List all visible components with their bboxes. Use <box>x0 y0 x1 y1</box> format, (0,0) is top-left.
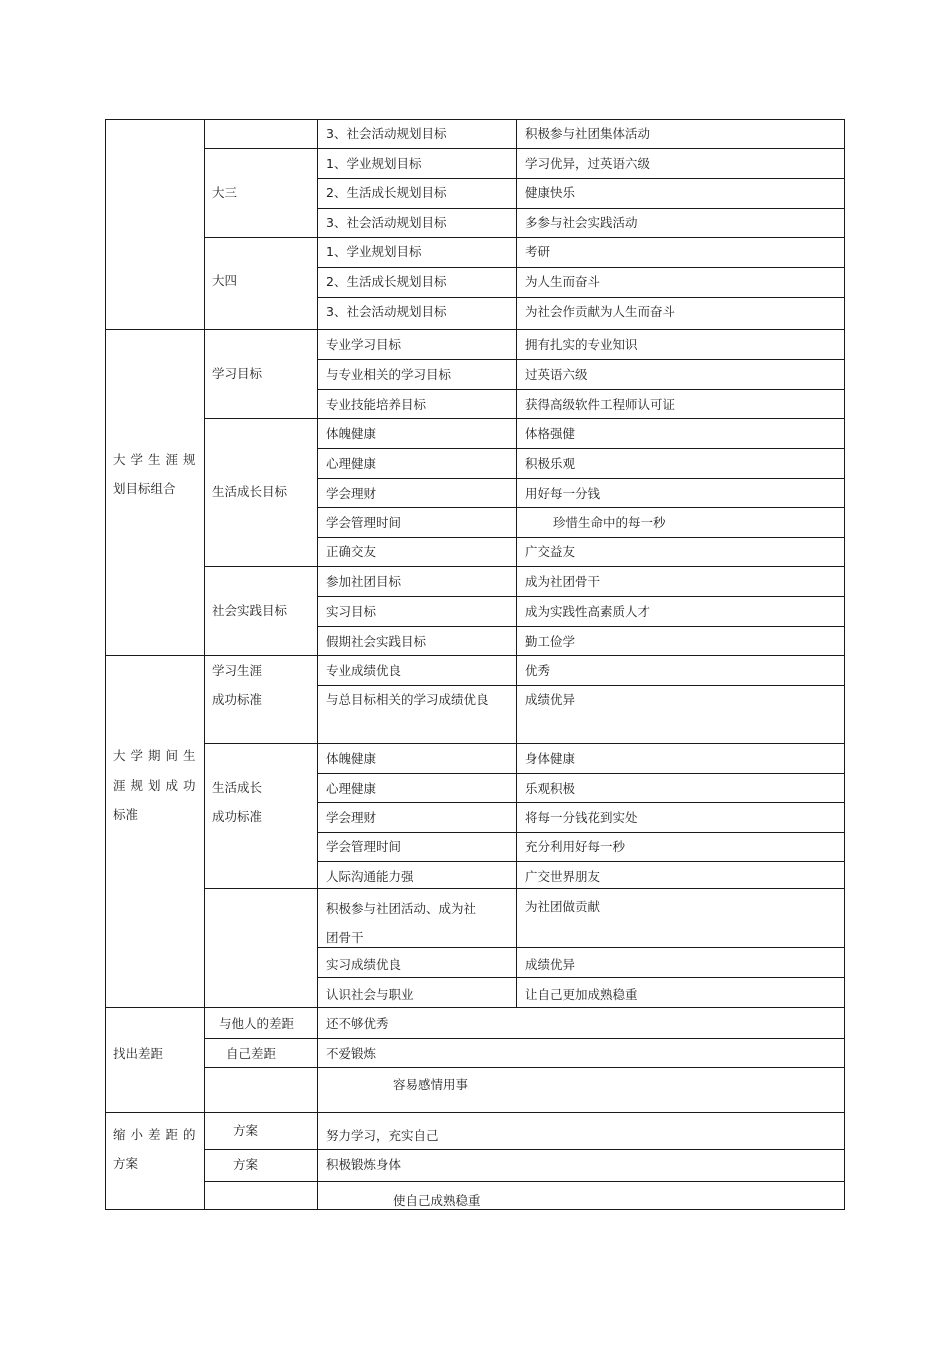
cell-goal-item: 学会理财 <box>326 810 377 825</box>
cell-group-label: 学习目标 <box>212 366 263 381</box>
cell-gap-value: 不爱锻炼 <box>326 1046 377 1061</box>
cell-goal-value: 成为社团骨干 <box>525 574 601 589</box>
cell-goal-value: 优秀 <box>525 663 551 678</box>
cell-goal-value: 健康快乐 <box>525 185 576 200</box>
cell-goal-item: 专业学习目标 <box>326 337 402 352</box>
cell-group-label: 成功标准 <box>212 809 263 824</box>
cell-goal-value: 体格强健 <box>525 426 576 441</box>
cell-gap-value: 容易感情用事 <box>393 1077 469 1092</box>
cell-group-label: 学习生涯 <box>212 663 263 678</box>
cell-goal-item: 与专业相关的学习目标 <box>326 367 452 382</box>
cell-goal-item: 心理健康 <box>326 781 377 796</box>
cell-goal-value: 让自己更加成熟稳重 <box>525 987 638 1002</box>
cell-goal-item: 体魄健康 <box>326 751 377 766</box>
cell-goal-item: 假期社会实践目标 <box>326 634 427 649</box>
cell-group-label: 生活成长 <box>212 780 263 795</box>
cell-goal-value: 多参与社会实践活动 <box>525 215 638 230</box>
cell-goal-item: 实习成绩优良 <box>326 957 402 972</box>
cell-goal-value: 成绩优异 <box>525 692 576 707</box>
cell-goal-value: 积极乐观 <box>525 456 576 471</box>
cell-gap-value: 还不够优秀 <box>326 1016 389 1031</box>
cell-goal-value: 为社会作贡献为人生而奋斗 <box>525 304 676 319</box>
cell-goal-item: 专业成绩优良 <box>326 663 402 678</box>
cell-goal-item: 2、生活成长规划目标 <box>326 185 447 200</box>
section-label-plan: 方案 <box>113 1156 139 1171</box>
section-label-standards: 大学期间生 <box>113 748 201 763</box>
cell-goal-item: 积极参与社团活动、成为社团骨干 <box>326 901 477 945</box>
cell-goal-value: 获得高级软件工程师认可证 <box>525 397 676 412</box>
cell-goal-value: 成绩优异 <box>525 957 576 972</box>
cell-goal-item: 正确交友 <box>326 544 377 559</box>
cell-gap-type: 自己差距 <box>226 1046 277 1061</box>
cell-goal-value: 为人生而奋斗 <box>525 274 601 289</box>
cell-goal-item: 学会管理时间 <box>326 839 402 854</box>
cell-goal-item: 人际沟通能力强 <box>326 869 414 884</box>
cell-plan-type: 方案 <box>233 1123 259 1138</box>
cell-year-label: 大三 <box>212 185 238 200</box>
cell-group-label: 社会实践目标 <box>212 603 288 618</box>
cell-goal-value: 身体健康 <box>525 751 576 766</box>
cell-goal-value: 积极参与社团集体活动 <box>525 126 651 141</box>
cell-goal-value: 学习优异，过英语六级 <box>525 156 651 171</box>
cell-group-label: 成功标准 <box>212 692 263 707</box>
cell-goal-value: 拥有扎实的专业知识 <box>525 337 638 352</box>
cell-goal-item: 与总目标相关的学习成绩优良 <box>326 692 489 707</box>
cell-goal-value: 过英语六级 <box>525 367 588 382</box>
cell-goal-item: 实习目标 <box>326 604 377 619</box>
cell-goal-item: 参加社团目标 <box>326 574 402 589</box>
cell-goal-item: 2、生活成长规划目标 <box>326 274 447 289</box>
cell-goal-item: 3、社会活动规划目标 <box>326 304 447 319</box>
cell-year-label: 大四 <box>212 273 238 288</box>
cell-goal-value: 将每一分钱花到实处 <box>525 810 638 825</box>
section-label-standards: 涯规划成功 <box>113 778 201 793</box>
section-label-plan: 缩小差距的 <box>113 1127 201 1142</box>
cell-goal-value: 用好每一分钱 <box>525 486 601 501</box>
cell-goal-value: 成为实践性高素质人才 <box>525 604 651 619</box>
section-label-goals: 划目标组合 <box>113 481 176 496</box>
cell-goal-item: 学会管理时间 <box>326 515 402 530</box>
cell-plan-value: 积极锻炼身体 <box>326 1157 402 1172</box>
cell-plan-value: 努力学习，充实自己 <box>326 1128 439 1143</box>
cell-goal-value: 勤工俭学 <box>525 634 576 649</box>
cell-goal-item: 专业技能培养目标 <box>326 397 427 412</box>
cell-goal-item: 学会理财 <box>326 486 377 501</box>
cell-goal-value: 广交益友 <box>525 544 576 559</box>
cell-goal-value: 考研 <box>525 244 551 259</box>
cell-group-label: 生活成长目标 <box>212 484 288 499</box>
cell-goal-value: 广交世界朋友 <box>525 869 601 884</box>
section-label-standards: 标准 <box>113 807 139 822</box>
cell-gap-type: 与他人的差距 <box>219 1016 295 1031</box>
cell-goal-item: 1、学业规划目标 <box>326 156 422 171</box>
cell-goal-value: 为社团做贡献 <box>525 899 601 914</box>
cell-goal-item: 体魄健康 <box>326 426 377 441</box>
cell-goal-item: 1、学业规划目标 <box>326 244 422 259</box>
cell-plan-value: 使自己成熟稳重 <box>393 1193 481 1208</box>
cell-plan-type: 方案 <box>233 1157 259 1172</box>
cell-goal-item: 3、社会活动规划目标 <box>326 215 447 230</box>
cell-goal-item: 心理健康 <box>326 456 377 471</box>
cell-goal-value: 珍惜生命中的每一秒 <box>553 515 666 530</box>
section-label-goals: 大学生涯规 <box>113 452 201 467</box>
cell-goal-item: 认识社会与职业 <box>326 987 414 1002</box>
section-label-gap: 找出差距 <box>113 1046 164 1061</box>
cell-goal-value: 乐观积极 <box>525 781 576 796</box>
cell-goal-item: 3、社会活动规划目标 <box>326 126 447 141</box>
cell-goal-value: 充分利用好每一秒 <box>525 839 626 854</box>
